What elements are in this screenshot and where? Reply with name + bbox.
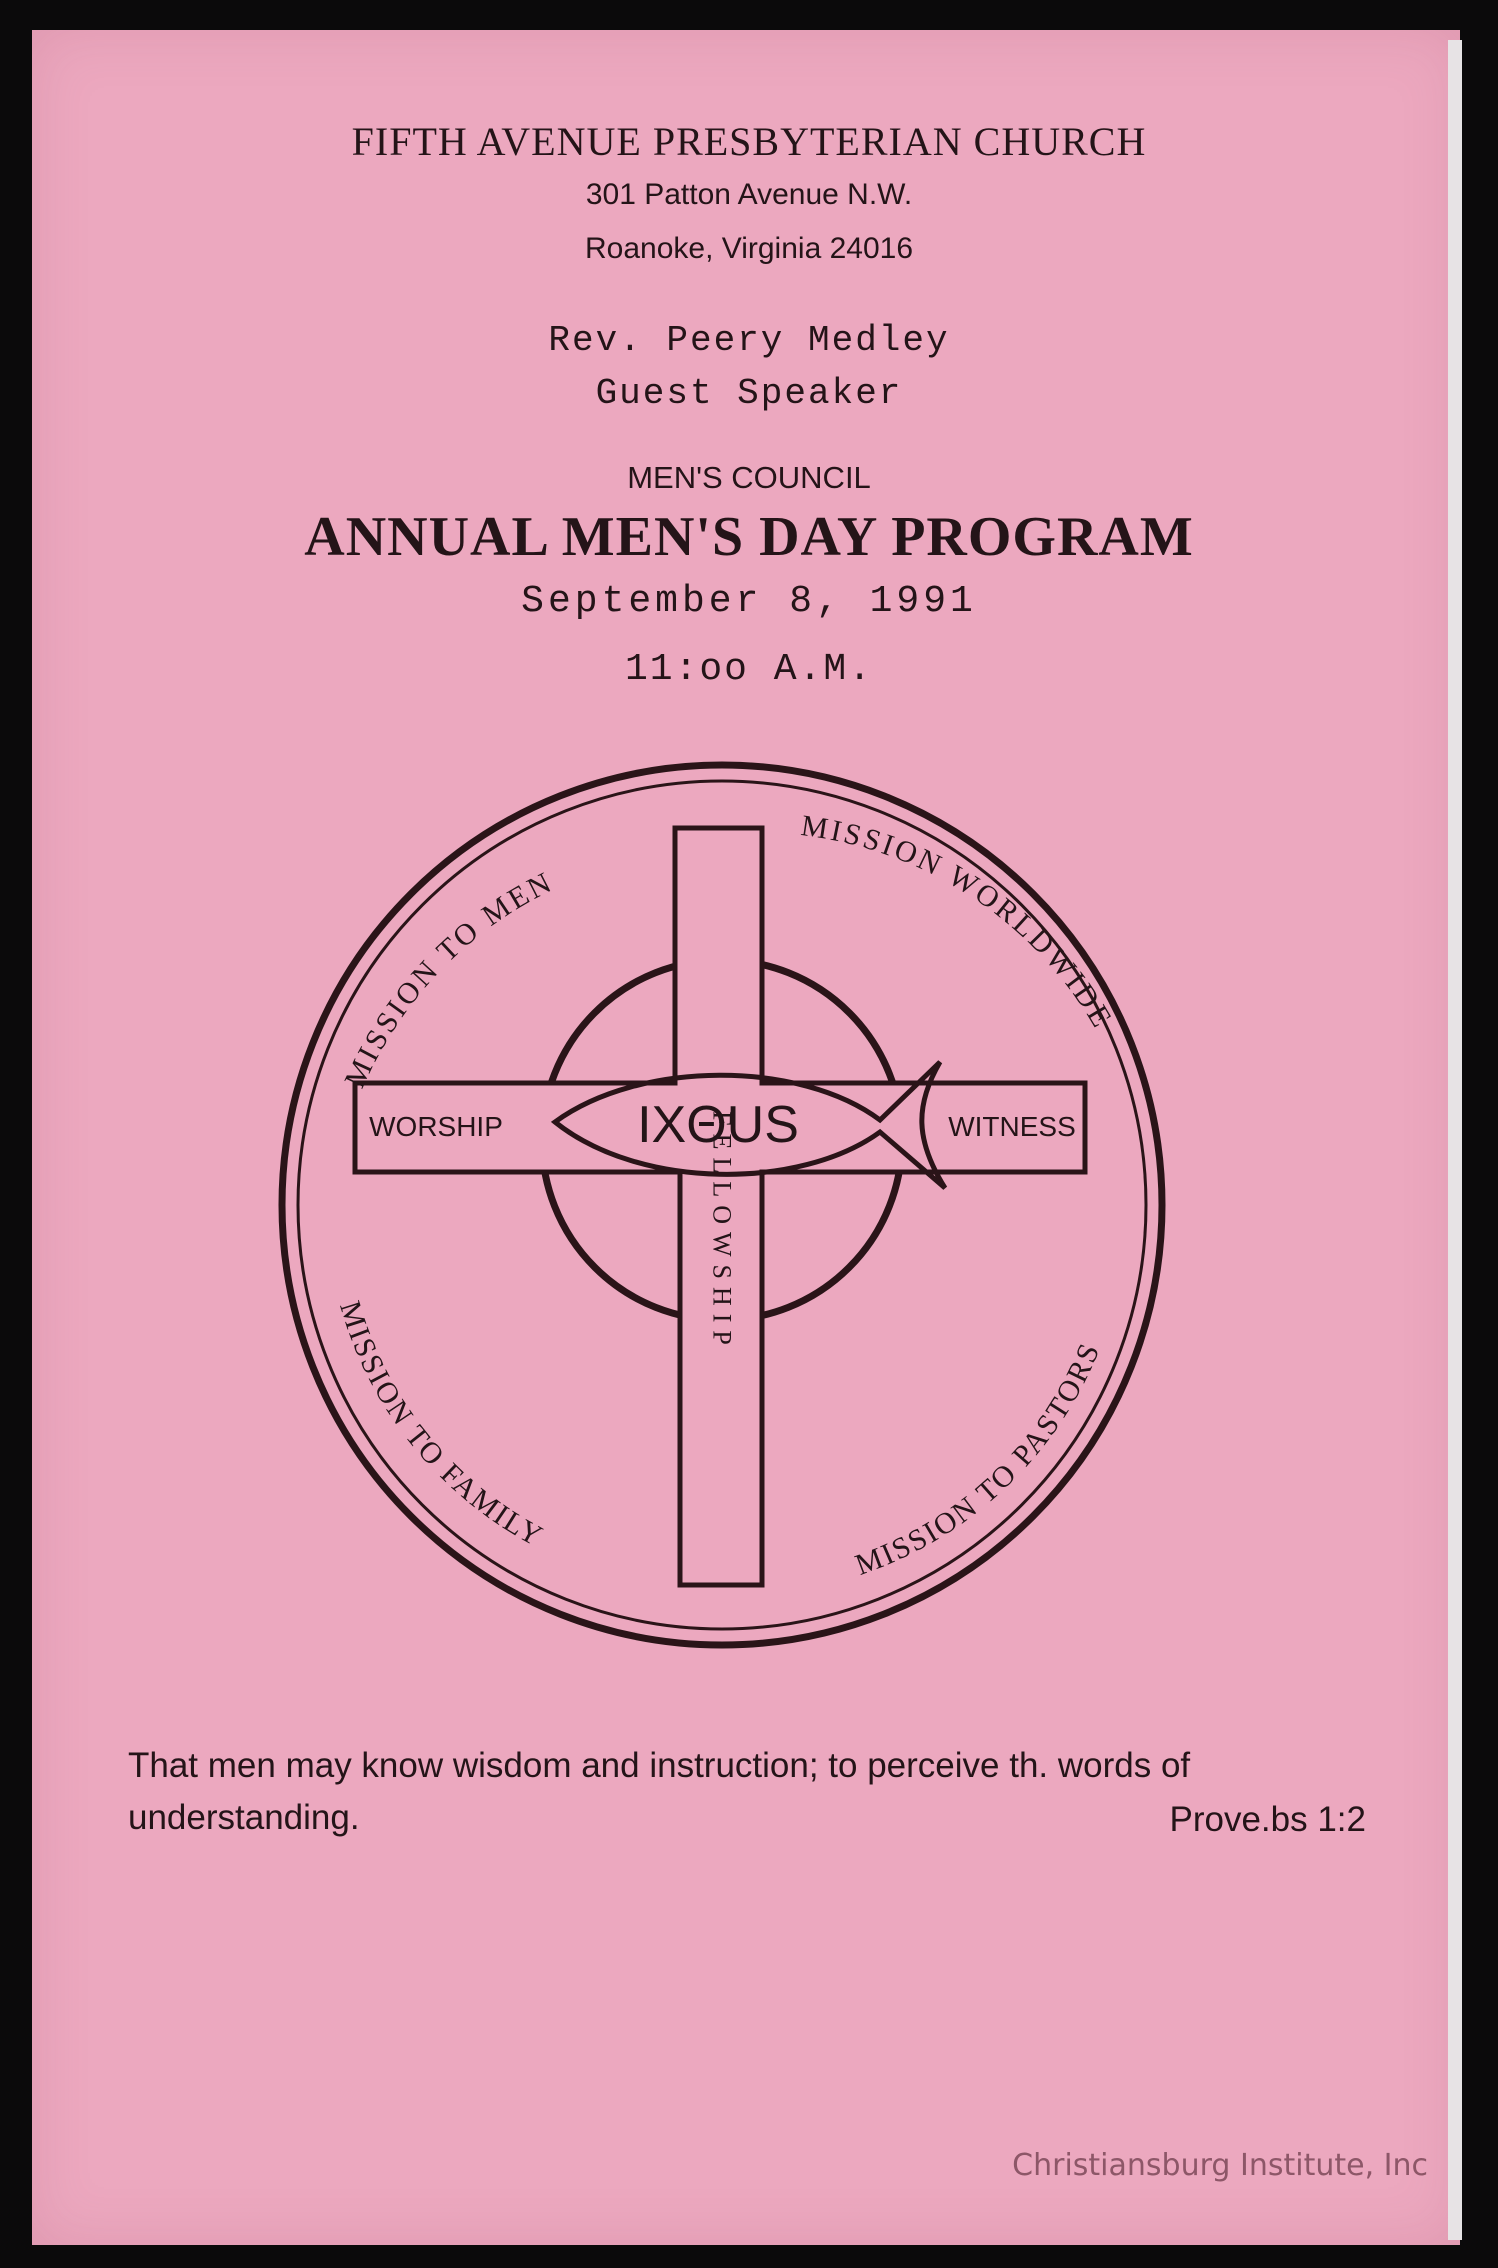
arm-label-witness: WITNESS <box>948 1111 1076 1142</box>
program-time: 11:oo A.M. <box>624 648 874 691</box>
archive-watermark: Christiansburg Institute, Inc <box>1012 2148 1428 2183</box>
ring-text-bottom-right: MISSION TO PASTORS <box>850 1337 1107 1582</box>
church-name: FIFTH AVENUE PRESBYTERIAN CHURCH <box>351 119 1147 164</box>
ring-text-top-right: MISSION WORLDWIDE <box>798 809 1120 1036</box>
council-label: MEN'S COUNCIL <box>627 460 871 495</box>
program-title: ANNUAL MEN'S DAY PROGRAM <box>304 506 1194 568</box>
program-date: September 8, 1991 <box>521 580 977 623</box>
speaker-name: Rev. Peery Medley <box>548 320 950 361</box>
ring-text-top-left: MISSION TO MEN <box>338 864 559 1093</box>
church-address-street: 301 Patton Avenue N.W. <box>585 178 913 211</box>
ring-text-bottom-left: MISSION TO FAMILY <box>333 1297 550 1554</box>
speaker-role: Guest Speaker <box>595 373 903 414</box>
vertical-text-fellowship: FELLOWSHIP <box>707 1111 737 1353</box>
scripture-verse: That men may know wisdom and instruction; to perceive th. words of understanding. <box>128 1746 1191 1837</box>
fish-text: IXΘUS <box>637 1096 799 1154</box>
church-address-city: Roanoke, Virginia 24016 <box>584 232 914 265</box>
scripture-citation: Prove.bs 1:2 <box>1169 1800 1366 1839</box>
arm-label-worship: WORSHIP <box>369 1111 503 1142</box>
